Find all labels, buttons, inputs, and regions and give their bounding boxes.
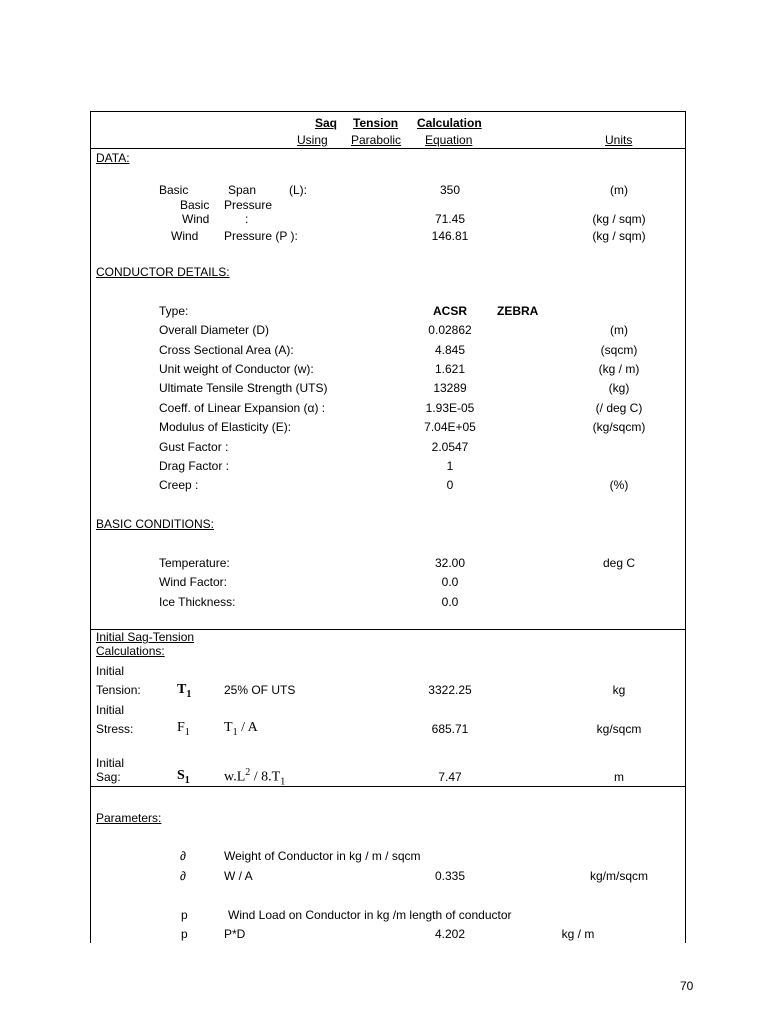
row-label: Unit weight of Conductor (w): bbox=[159, 362, 314, 376]
title-word-3: Calculation bbox=[417, 116, 482, 130]
row-label: Ultimate Tensile Strength (UTS) bbox=[159, 381, 328, 395]
sag-label-2: Sag: bbox=[96, 770, 121, 784]
title-word-1: Saq bbox=[315, 116, 338, 130]
row-value: 1 bbox=[446, 459, 454, 473]
sag-unit: m bbox=[614, 770, 624, 784]
basic-span-label-2: Span bbox=[228, 183, 257, 197]
row-value: 0.0 bbox=[441, 575, 459, 589]
row-label: Gust Factor : bbox=[159, 440, 229, 454]
initial-heading-line1: Initial Sag-Tension bbox=[96, 630, 195, 644]
row-text: W / A bbox=[224, 869, 253, 883]
basic-span-unit: (m) bbox=[610, 183, 628, 197]
basic-wind-label-3: Wind bbox=[182, 212, 210, 226]
wind-pressure-unit: (kg / sqm) bbox=[592, 229, 646, 243]
row-label: Wind Factor: bbox=[159, 575, 228, 589]
basic-span-value: 350 bbox=[439, 183, 461, 197]
wind-pressure-label-2: Pressure (P ): bbox=[224, 229, 298, 243]
wind-pressure-label-1: Wind bbox=[171, 229, 199, 243]
page-number: 70 bbox=[680, 979, 694, 993]
row-text: P*D bbox=[224, 927, 246, 941]
row-value: 32.00 bbox=[434, 556, 466, 570]
row-label: Coeff. of Linear Expansion (α) : bbox=[159, 401, 326, 415]
stress-label-2: Stress: bbox=[96, 722, 134, 736]
subtitle-word-2: Parabolic bbox=[351, 133, 402, 147]
row-symbol: ∂ bbox=[180, 849, 186, 863]
basic-wind-value: 71.45 bbox=[434, 212, 466, 226]
sag-value: 7.47 bbox=[438, 770, 462, 784]
row-label: Temperature: bbox=[159, 556, 230, 570]
row-unit: (m) bbox=[610, 323, 628, 337]
row-unit: (kg) bbox=[608, 381, 630, 395]
sag-symbol: $S_1$ bbox=[177, 768, 190, 786]
tension-value: 3322.25 bbox=[428, 683, 472, 697]
subtitle-word-3: Equation bbox=[425, 133, 473, 147]
row-value: 0.335 bbox=[434, 869, 466, 883]
row-unit: (kg / m) bbox=[598, 362, 640, 376]
row-value: 2.0547 bbox=[431, 440, 469, 454]
stress-unit: kg/sqcm bbox=[596, 722, 642, 736]
row-label: Drag Factor : bbox=[159, 459, 230, 473]
row-label: Cross Sectional Area (A): bbox=[159, 343, 294, 357]
row-unit: (kg/sqcm) bbox=[592, 420, 646, 434]
row-unit: deg C bbox=[602, 556, 636, 570]
row-unit: (sqcm) bbox=[600, 343, 638, 357]
basic-span-label-1: Basic bbox=[159, 183, 189, 197]
basic-conditions-heading: BASIC CONDITIONS: bbox=[96, 517, 215, 531]
stress-value: 685.71 bbox=[431, 722, 469, 736]
row-unit: (/ deg C) bbox=[595, 401, 643, 415]
row-label: Modulus of Elasticity (E): bbox=[159, 420, 292, 434]
row-text: Weight of Conductor in kg / m / sqcm bbox=[224, 849, 421, 863]
initial-heading-line2: Calculations: bbox=[96, 644, 165, 658]
conductor-heading: CONDUCTOR DETAILS: bbox=[96, 265, 230, 279]
basic-span-label-3: (L): bbox=[289, 183, 307, 197]
row-label: Creep : bbox=[159, 478, 199, 492]
data-heading: DATA: bbox=[96, 151, 130, 165]
basic-wind-label-2: Pressure bbox=[224, 198, 273, 212]
basic-wind-label-4: : bbox=[245, 212, 249, 226]
stress-symbol: $F_1$ bbox=[177, 720, 190, 738]
subtitle-word-1: Using bbox=[297, 133, 328, 147]
tension-label-1: Initial bbox=[96, 664, 125, 678]
tension-symbol: $T_1$ bbox=[177, 682, 192, 700]
divider-header bbox=[90, 148, 686, 149]
stress-formula: $T_1$ / A bbox=[224, 720, 258, 738]
units-header: Units bbox=[605, 133, 633, 147]
tension-formula: 25% OF UTS bbox=[224, 683, 296, 697]
tension-unit: kg bbox=[612, 683, 626, 697]
stress-label-1: Initial bbox=[96, 703, 125, 717]
row-value: 4.202 bbox=[434, 927, 466, 941]
row-symbol: p bbox=[181, 908, 188, 922]
row-unit: (%) bbox=[609, 478, 629, 492]
basic-wind-label-1: Basic bbox=[180, 198, 210, 212]
row-value: 0.02862 bbox=[428, 323, 472, 337]
row-symbol: p bbox=[181, 927, 188, 941]
tension-label-2: Tension: bbox=[96, 683, 141, 697]
row-unit: kg/m/sqcm bbox=[589, 869, 649, 883]
sag-label-1: Initial bbox=[96, 756, 125, 770]
row-value: 1.621 bbox=[434, 362, 466, 376]
row-label: Overall Diameter (D) bbox=[159, 323, 270, 337]
row-value: 13289 bbox=[433, 381, 467, 395]
parameters-heading: Parameters: bbox=[96, 811, 162, 825]
row-unit: kg / m bbox=[561, 927, 595, 941]
title-word-2: Tension bbox=[353, 116, 399, 130]
row-value: 1.93E-05 bbox=[425, 401, 475, 415]
conductor-type-acsr: ACSR bbox=[433, 304, 468, 318]
sag-formula: $w.L^2 / 8.T_1$ bbox=[224, 767, 286, 788]
row-value: 4.845 bbox=[434, 343, 466, 357]
row-symbol: ∂ bbox=[180, 869, 186, 883]
conductor-type-zebra: ZEBRA bbox=[497, 304, 539, 318]
basic-wind-unit: (kg / sqm) bbox=[592, 212, 646, 226]
row-value: 7.04E+05 bbox=[424, 420, 476, 434]
divider-initial bbox=[90, 786, 686, 787]
row-value: 0.0 bbox=[441, 595, 459, 609]
conductor-type-label: Type: bbox=[159, 304, 189, 318]
wind-pressure-value: 146.81 bbox=[431, 229, 469, 243]
row-value: 0 bbox=[446, 478, 454, 492]
row-label: Ice Thickness: bbox=[159, 595, 236, 609]
row-text: Wind Load on Conductor in kg /m length of conductor bbox=[228, 908, 512, 922]
